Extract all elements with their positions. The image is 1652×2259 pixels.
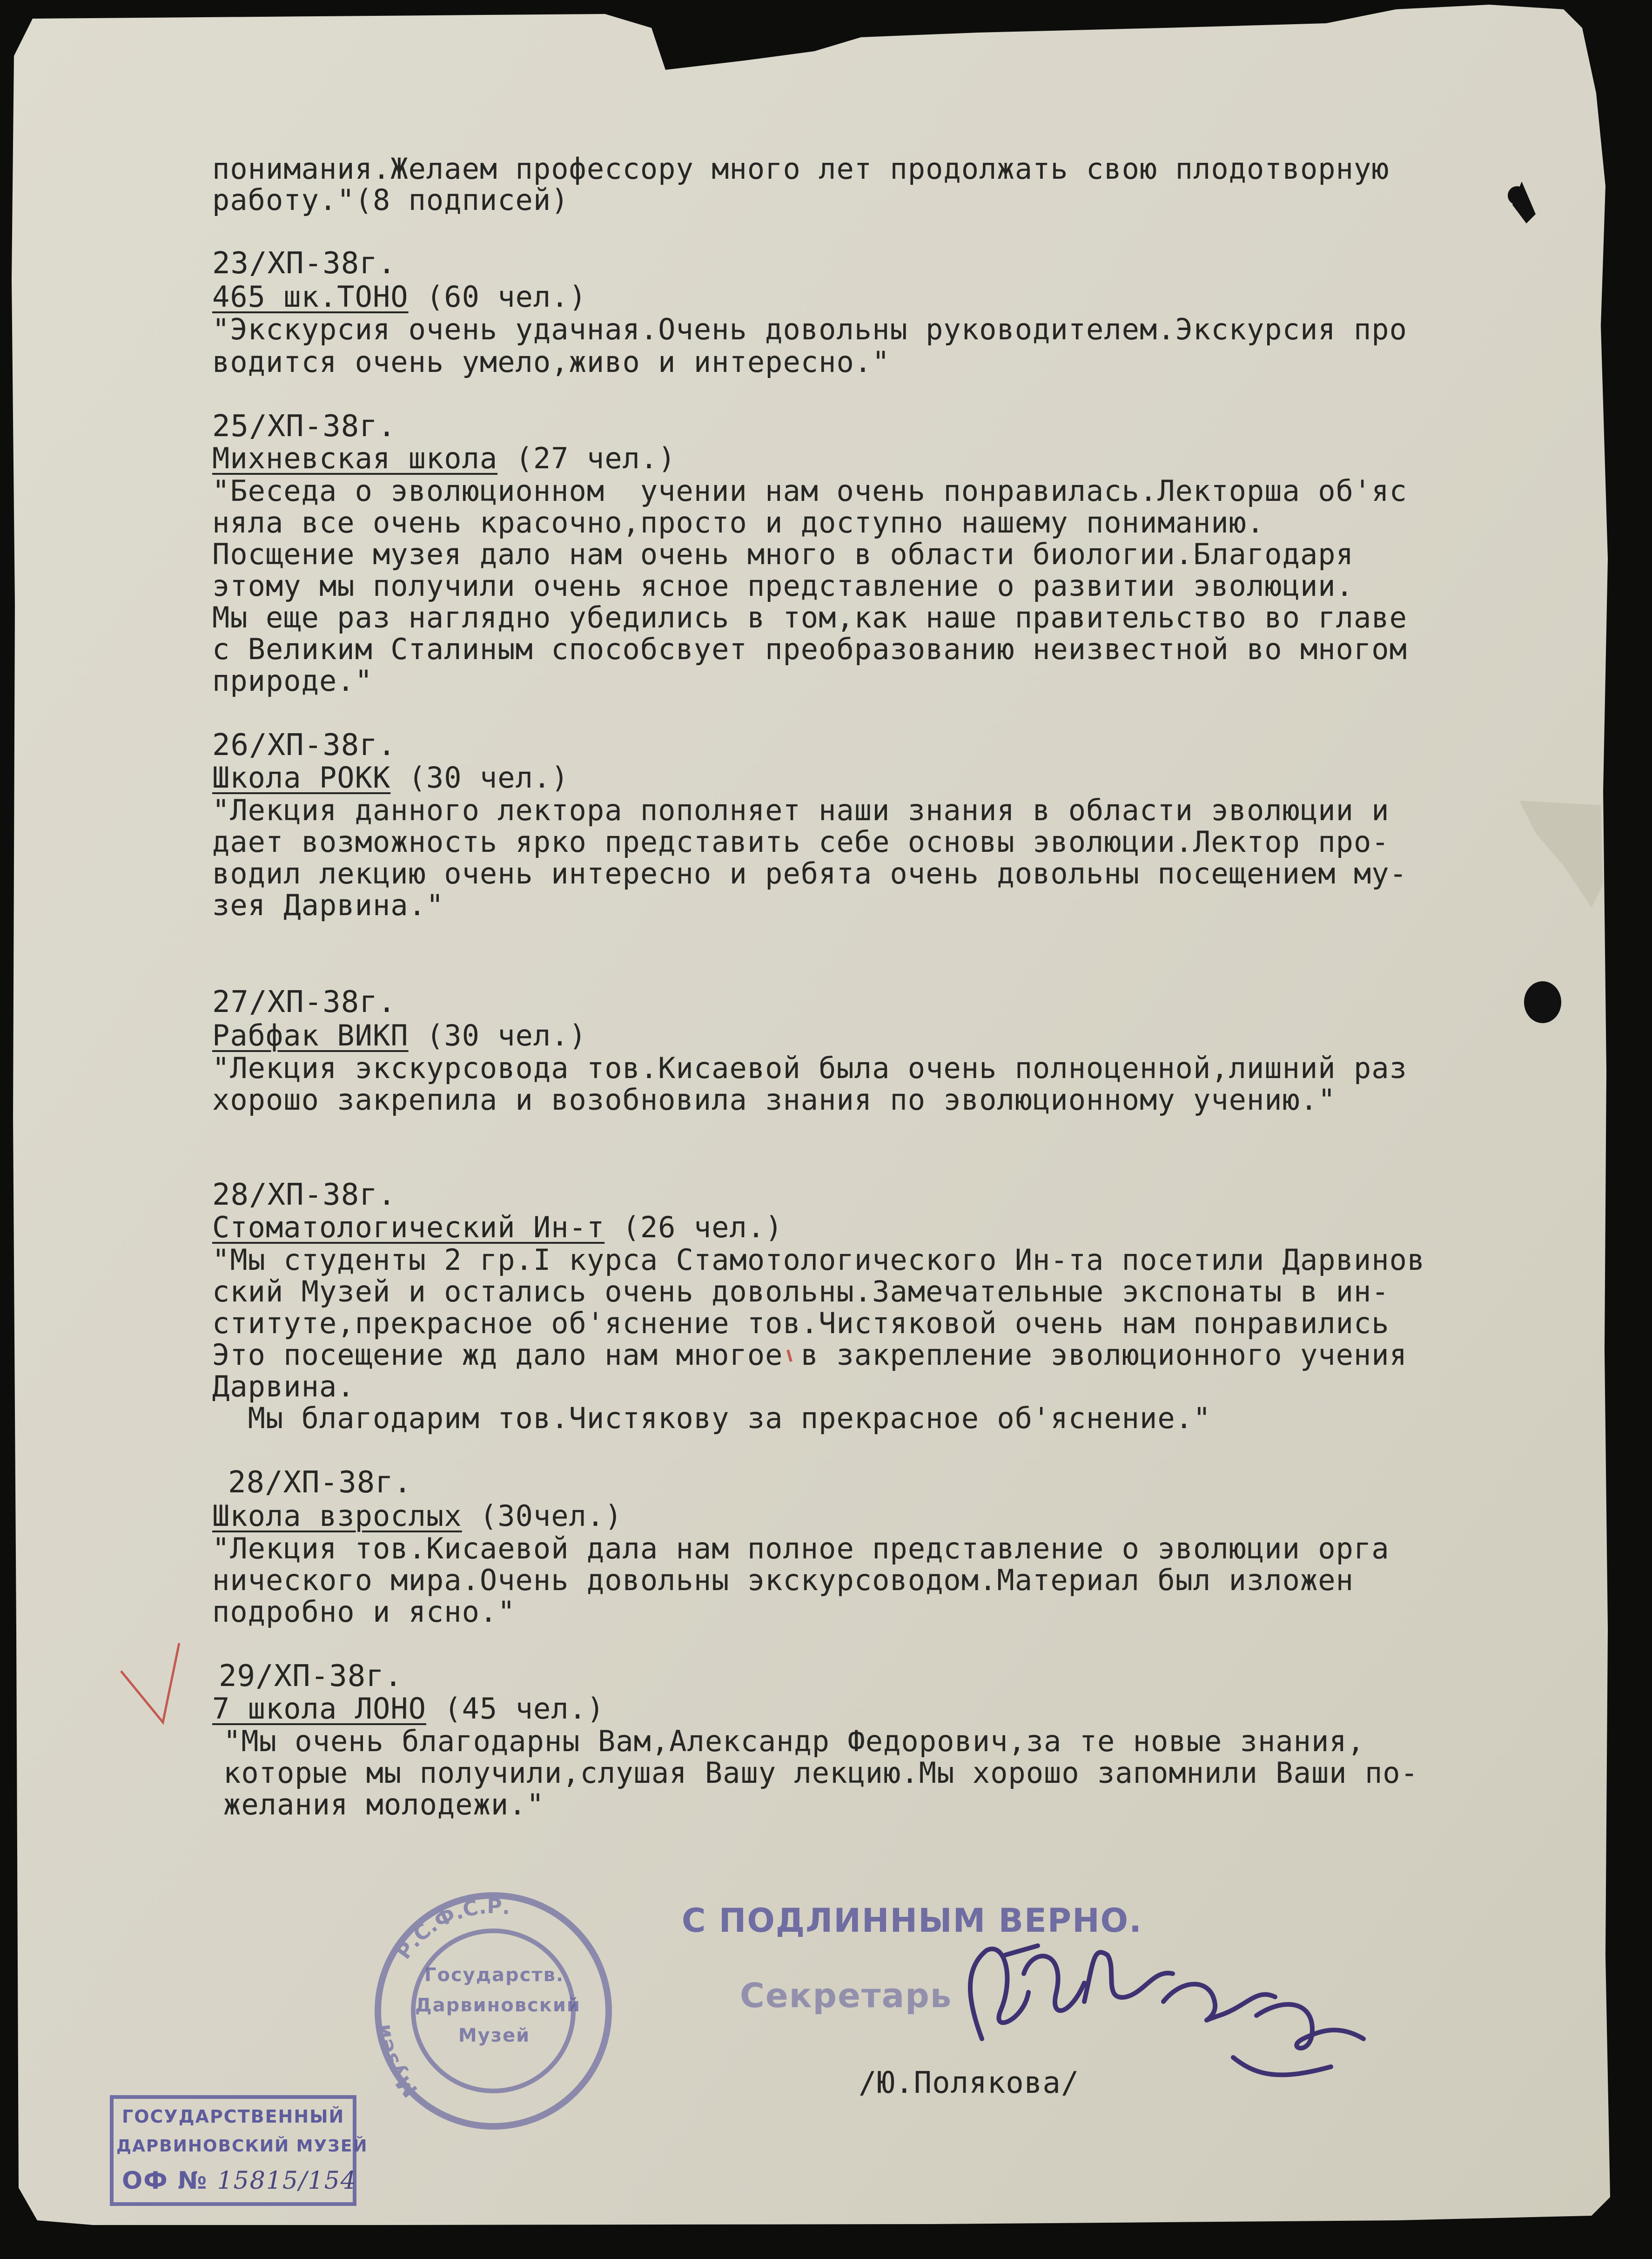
entry-heading [212,281,587,313]
entry-text-line: хорошо закрепила и возобновила знания по эволюционному учению." [212,1083,1336,1117]
signature-name: /Ю.Полякова/ [859,2066,1080,2100]
entry-date: 27/ХП-38г. [212,985,396,1019]
seal-inner-line-1: Государств. [424,1964,564,1986]
entry-text-line: зея Дарвина." [212,888,444,922]
entry-text-line: Мы благодарим тов.Чистякову за прекрасное об'яснение." [212,1401,1211,1435]
entry-text-line: "Лекция данного лектора пополняет наши знания в области эволюции и [212,793,1390,827]
entry-count: (60 чел.) [426,280,587,314]
inventory-stamp-line-2: ДАРВИНОВСКИЙ МУЗЕЙ [116,2137,368,2156]
entry-heading [212,762,569,794]
inventory-prefix: ОФ № [122,2167,208,2195]
entry-text-line: Мы еще раз наглядно убедились в том,как наше правительство во главе [212,600,1407,634]
entry-text-line: "Лекция экскурсовода тов.Кисаевой была очень полноценной,лишний раз [212,1051,1407,1085]
entry-heading [212,442,676,475]
seal-arc-left: Музеи [371,2023,423,2102]
entry-count: (26 чел.) [622,1210,783,1244]
entry-text-line: "Экскурсия очень удачная.Очень довольны руководителем.Экскурсия про [212,312,1407,346]
entry-text-line: водится очень умело,живо и интересно." [212,345,890,379]
seal-arc-top: Р.С.Ф.С.Р. [391,1894,512,1964]
inventory-stamp-line-1: ГОСУДАРСТВЕННЫЙ [122,2106,345,2127]
entry-group: Школа взрослых [212,1499,462,1533]
entry-text-line: природе." [212,664,373,698]
entry-text-line: дает возможность ярко представить себе основы эволюции.Лектор про- [212,825,1390,859]
entry-count: (30 чел.) [408,761,569,795]
entry-text-line: Это посещение жд дало нам многое в закрепление эволюционного учения [212,1338,1407,1372]
entry-text-line: с Великим Сталиным способсвует преобразованию неизвестной во многом [212,632,1407,666]
opening-line-1: понимания.Желаем профессору много лет продолжать свою плодотворную [212,152,1390,186]
entry-text-line: "Мы студенты 2 гр.I курса Стамотологического Ин-та посетили Дарвинов [212,1243,1425,1277]
entry-text-line: желания молодежи." [223,1787,544,1821]
opening-line-2: работу."(8 подписей) [212,183,569,217]
entry-group: Школа РОКК [212,761,391,795]
entry-text-line: "Беседа о эволюционном учении нам очень понравилась.Лекторша об'яс [212,474,1407,508]
entry-text-line: которые мы получили,слушая Вашу лекцию.Мы хорошо запомнили Ваши по- [223,1756,1418,1790]
entry-text-line: ский Музей и остались очень довольны.Замечательные экспонаты в ин- [212,1274,1390,1308]
inventory-stamp-line-3 [122,2167,357,2195]
entry-text-line: Дарвина. [212,1369,355,1403]
entry-text-line: этому мы получили очень ясное представление о развитии эволюции. [212,569,1354,603]
entry-text-line: "Лекция тов.Кисаевой дала нам полное представление о эволюции орга [212,1531,1390,1565]
entry-group: 465 шк.ТОНО [212,280,409,314]
entry-text-line: ституте,прекрасное об'яснение тов.Чистяковой очень нам понравились [212,1306,1390,1340]
entry-count: (27 чел.) [515,441,676,475]
entry-heading [212,1693,604,1725]
entry-heading [212,1211,783,1244]
entry-date: 26/ХП-38г. [212,728,396,762]
entry-text-line: подробно и ясно." [212,1595,516,1629]
entry-text-line: водил лекцию очень интересно и ребята очень довольны посещением му- [212,856,1407,890]
entry-heading [212,1500,623,1532]
entry-count: (30чел.) [479,1499,623,1533]
entry-text-line: няла все очень красочно,просто и доступно нашему пониманию. [212,506,1265,539]
seal-inner-line-2: Дарвиновский [415,1995,581,2016]
entry-text-line: нического мира.Очень довольны экскурсоводом.Материал был изложен [212,1563,1354,1597]
entry-date: 23/ХП-38г. [212,246,396,281]
entry-date: 29/ХП-38г. [219,1659,403,1693]
entry-count: (45 чел.) [444,1692,605,1726]
entry-group: Рабфак ВИКП [212,1018,409,1052]
entry-group: 7 школа ЛОНО [212,1692,426,1726]
entry-text-line: "Мы очень благодарны Вам,Александр Федорович,за те новые знания, [223,1724,1365,1758]
secretary-stamp: Секретарь [740,1976,953,2015]
entry-heading [212,1019,587,1052]
entry-group: Михневская школа [212,441,498,475]
entry-date: 25/ХП-38г. [212,409,396,444]
entry-group: Стоматологический Ин-т [212,1210,605,1244]
entry-date: 28/ХП-38г. [212,1178,396,1212]
seal-inner-line-3: Музей [458,2025,531,2046]
inventory-number: 15815/154 [217,2167,357,2195]
entry-date: 28/ХП-38г. [228,1465,412,1500]
certified-copy-stamp: С ПОДЛИННЫМ ВЕРНО. [682,1902,1142,1940]
entry-count: (30 чел.) [426,1018,587,1052]
entry-text-line: Посщение музея дало нам очень много в области биологии.Благодаря [212,537,1354,571]
